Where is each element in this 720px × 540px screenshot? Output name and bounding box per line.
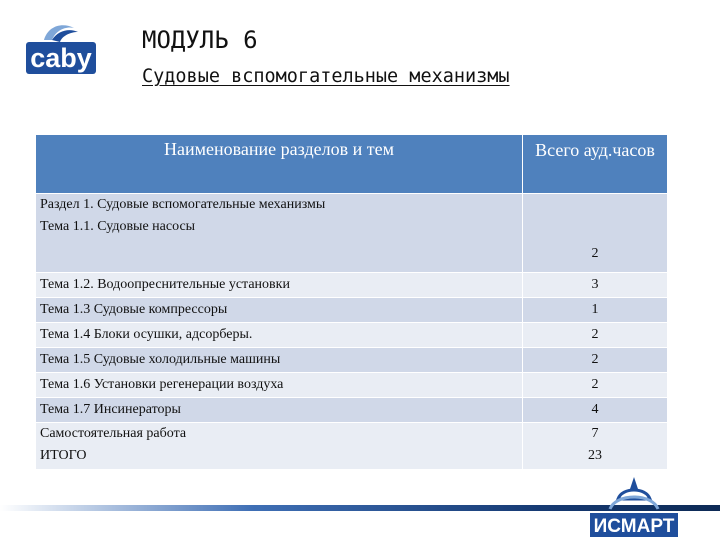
- caby-logo: [22, 22, 100, 84]
- header-topic: Наименование разделов и тем: [36, 135, 523, 194]
- table-row: [36, 273, 668, 298]
- table-row: [36, 323, 668, 348]
- caby-logo-text: caby: [30, 43, 92, 73]
- table-header-row: [36, 135, 668, 194]
- hours-cell: 2: [523, 323, 668, 348]
- hours-cell: 3: [523, 273, 668, 298]
- total-hours-cell: [523, 423, 668, 470]
- total-hours: 23: [588, 448, 602, 463]
- section-cell: [36, 194, 523, 273]
- self-study-label: Самостоятельная работа: [40, 426, 187, 441]
- ismart-logo-text: ИСМАРТ: [593, 516, 675, 537]
- topic-name: Тема 1.2. Водоопреснительные установки: [36, 273, 523, 298]
- course-table: [35, 134, 668, 470]
- section-label: Раздел 1. Судовые вспомогательные механизмы: [40, 197, 326, 212]
- hours-cell: 2: [523, 373, 668, 398]
- total-label: ИТОГО: [40, 448, 87, 463]
- table-row: [36, 423, 668, 470]
- header-hours: Всего ауд.часов: [523, 135, 668, 194]
- table-row: [36, 348, 668, 373]
- hours-cell: 1: [523, 298, 668, 323]
- table-row: [36, 398, 668, 423]
- table-row: [36, 373, 668, 398]
- topic-name: Тема 1.1. Судовые насосы: [40, 219, 196, 234]
- total-cell: [36, 423, 523, 470]
- topic-name: Тема 1.5 Судовые холодильные машины: [36, 348, 523, 373]
- topic-name: Тема 1.7 Инсинераторы: [36, 398, 523, 423]
- table-row: [36, 194, 668, 273]
- topic-name: Тема 1.4 Блоки осушки, адсорберы.: [36, 323, 523, 348]
- module-title: МОДУЛЬ 6: [142, 26, 258, 54]
- hours-cell: 4: [523, 398, 668, 423]
- self-study-hours: 7: [591, 426, 599, 441]
- topic-name: Тема 1.3 Судовые компрессоры: [36, 298, 523, 323]
- topic-name: Тема 1.6 Установки регенерации воздуха: [36, 373, 523, 398]
- ismart-logo: [588, 473, 680, 539]
- table-row: [36, 298, 668, 323]
- hours-cell: 2: [523, 348, 668, 373]
- hours-cell: 2: [523, 194, 668, 273]
- module-subtitle: Судовые вспомогательные механизмы: [142, 66, 510, 87]
